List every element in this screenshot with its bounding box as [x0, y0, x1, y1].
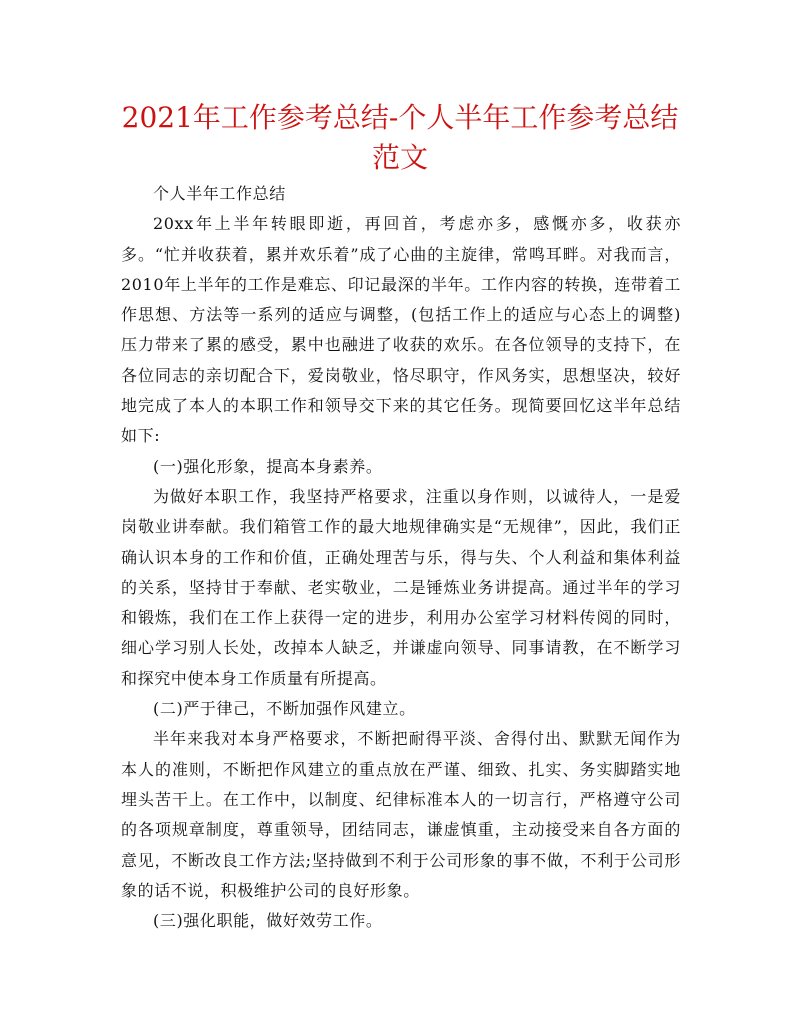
section-heading: (一)强化形象，提高本身素养。	[153, 456, 383, 476]
body-paragraph: 20xx年上半年转眼即逝，再回首，考虑亦多，感慨亦多，收获亦多。“忙并收获着，累并欢乐着”成了心曲的主旋律，常鸣耳畔。对我而言，2010年上半年的工作是难忘、印记最深的半年。工作内容的转换，连带着工作思想、方法等一系列的适应与调整，(包括工作上的适应与心态上的调整)压力带来了累的感受，累中也融进了收获的欢乐。在各位领导的支持下，在各位同志的亲切配合下，爱岗敬业，恪尽职守，作风务实，思想坚决，较好地完成了本人的本职工作和领导交下来的其它任务。现简要回忆这半年总结如下:	[121, 214, 681, 446]
document-title: 2021年工作参考总结-个人半年工作参考总结范文	[121, 101, 679, 174]
document-body	[121, 179, 681, 936]
section-heading: (二)严于律己，不断加强作风建立。	[153, 699, 416, 719]
body-paragraph: 为做好本职工作，我坚持严格要求，注重以身作则，以诚待人，一是爱岗敬业讲奉献。我们箱管工作的最大地规律确实是“无规律”，因此，我们正确认识本身的工作和价值，正确处理苦与乐，得与失、个人利益和集体利益的关系，坚持甘于奉献、老实敬业，二是锤炼业务讲提高。通过半年的学习和锻炼，我们在工作上获得一定的进步，利用办公室学习材料传阅的同时，细心学习别人长处，改掉本人缺乏，并谦虚向领导、同事请教，在不断学习和探究中使本身工作质量有所提高。	[121, 486, 681, 688]
body-paragraph: 半年来我对本身严格要求，不断把耐得平淡、舍得付出、默默无闻作为本人的准则，不断把作风建立的重点放在严谨、细致、扎实、务实脚踏实地埋头苦干上。在工作中，以制度、纪律标准本人的一切言行，严格遵守公司的各项规章制度，尊重领导，团结同志，谦虚慎重，主动接受来自各方面的意见，不断改良工作方法;坚持做到不利于公司形象的事不做，不利于公司形象的话不说，积极维护公司的良好形象。	[121, 729, 681, 900]
subtitle: 个人半年工作总结	[153, 184, 286, 203]
section-heading: (三)强化职能，做好效劳工作。	[153, 911, 383, 931]
